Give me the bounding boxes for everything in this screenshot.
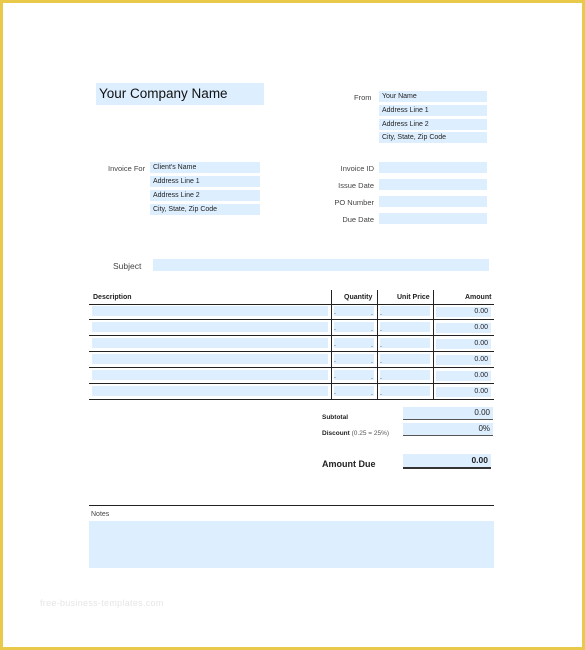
unit-price-cell[interactable] [380, 354, 430, 364]
unit-price-dot: . [380, 374, 382, 381]
quantity-cell[interactable] [334, 354, 374, 364]
quantity-dot: . [371, 310, 373, 317]
client-address1-field[interactable]: Address Line 1 [150, 176, 260, 187]
description-cell[interactable] [92, 370, 328, 380]
description-cell[interactable] [92, 338, 328, 348]
unit-price-dot: . [380, 342, 382, 349]
unit-price-cell[interactable] [380, 386, 430, 396]
table-header-rule [89, 304, 494, 305]
company-name-field[interactable]: Your Company Name [96, 83, 264, 105]
amount-header: Amount [465, 294, 492, 301]
amount-cell: 0.00 [436, 323, 491, 333]
amount-due-value: 0.00 [403, 454, 491, 467]
invoice-id-field[interactable] [379, 162, 487, 173]
description-cell[interactable] [92, 386, 328, 396]
amount-cell: 0.00 [436, 371, 491, 381]
quantity-dot: . [371, 390, 373, 397]
quantity-dot: . [334, 373, 336, 380]
invoice-id-label: Invoice ID [340, 164, 374, 173]
discount-label-text: Discount [322, 430, 350, 437]
unit-price-dot: . [380, 390, 382, 397]
issue-date-label: Issue Date [338, 181, 374, 190]
table-row-rule [89, 335, 494, 336]
amount-cell: 0.00 [436, 387, 491, 397]
unit-price-cell[interactable] [380, 322, 430, 332]
issue-date-field[interactable] [379, 179, 487, 190]
unit-price-dot: . [380, 326, 382, 333]
quantity-header: Quantity [344, 294, 373, 301]
description-header: Description [93, 294, 132, 301]
quantity-cell[interactable] [334, 306, 374, 316]
unit-price-cell[interactable] [380, 306, 430, 316]
client-address2-field[interactable]: Address Line 2 [150, 190, 260, 201]
description-cell[interactable] [92, 306, 328, 316]
po-number-label: PO Number [334, 198, 374, 207]
discount-field[interactable]: 0% [403, 423, 493, 435]
client-city-field[interactable]: City, State, Zip Code [150, 204, 260, 215]
notes-field[interactable] [89, 521, 494, 568]
unit-price-cell[interactable] [380, 338, 430, 348]
unit-price-dot: . [380, 310, 382, 317]
amount-due-underline [403, 467, 491, 469]
table-row-rule [89, 399, 494, 400]
discount-hint: (0.25 = 25%) [351, 430, 390, 437]
quantity-dot: . [371, 326, 373, 333]
from-address1-field[interactable]: Address Line 1 [379, 105, 487, 116]
subtotal-label: Subtotal [322, 414, 348, 421]
quantity-dot: . [371, 374, 373, 381]
quantity-dot: . [334, 325, 336, 332]
quantity-dot: . [371, 358, 373, 365]
unit-price-header: Unit Price [397, 294, 430, 301]
amount-cell: 0.00 [436, 355, 491, 365]
description-cell[interactable] [92, 354, 328, 364]
quantity-dot: . [334, 357, 336, 364]
quantity-cell[interactable] [334, 338, 374, 348]
due-date-field[interactable] [379, 213, 487, 224]
quantity-dot: . [334, 389, 336, 396]
amount-due-label: Amount Due [322, 459, 376, 469]
notes-label: Notes [91, 511, 110, 518]
quantity-dot: . [371, 342, 373, 349]
subtotal-value[interactable]: 0.00 [403, 407, 493, 419]
unit-price-cell[interactable] [380, 370, 430, 380]
subject-field[interactable] [153, 259, 489, 271]
subject-label: Subject [113, 261, 142, 271]
from-address2-field[interactable]: Address Line 2 [379, 119, 487, 130]
subtotal-underline [403, 419, 493, 420]
unit-price-dot: . [380, 358, 382, 365]
quantity-cell[interactable] [334, 386, 374, 396]
po-number-field[interactable] [379, 196, 487, 207]
from-city-field[interactable]: City, State, Zip Code [379, 132, 487, 143]
amount-cell: 0.00 [436, 339, 491, 349]
description-cell[interactable] [92, 322, 328, 332]
table-row-rule [89, 319, 494, 320]
notes-rule [89, 505, 494, 506]
quantity-dot: . [334, 341, 336, 348]
from-label: From [354, 93, 372, 102]
client-name-field[interactable]: Client's Name [150, 162, 260, 173]
from-name-field[interactable]: Your Name [379, 91, 487, 102]
table-row-rule [89, 351, 494, 352]
quantity-cell[interactable] [334, 322, 374, 332]
discount-label [322, 430, 389, 437]
invoice-for-label: Invoice For [108, 164, 146, 173]
watermark: free-business-templates.com [40, 598, 164, 608]
amount-cell: 0.00 [436, 307, 491, 317]
quantity-dot: . [334, 309, 336, 316]
due-date-label: Due Date [342, 215, 374, 224]
discount-underline [403, 435, 493, 436]
quantity-cell[interactable] [334, 370, 374, 380]
table-row-rule [89, 383, 494, 384]
table-row-rule [89, 367, 494, 368]
